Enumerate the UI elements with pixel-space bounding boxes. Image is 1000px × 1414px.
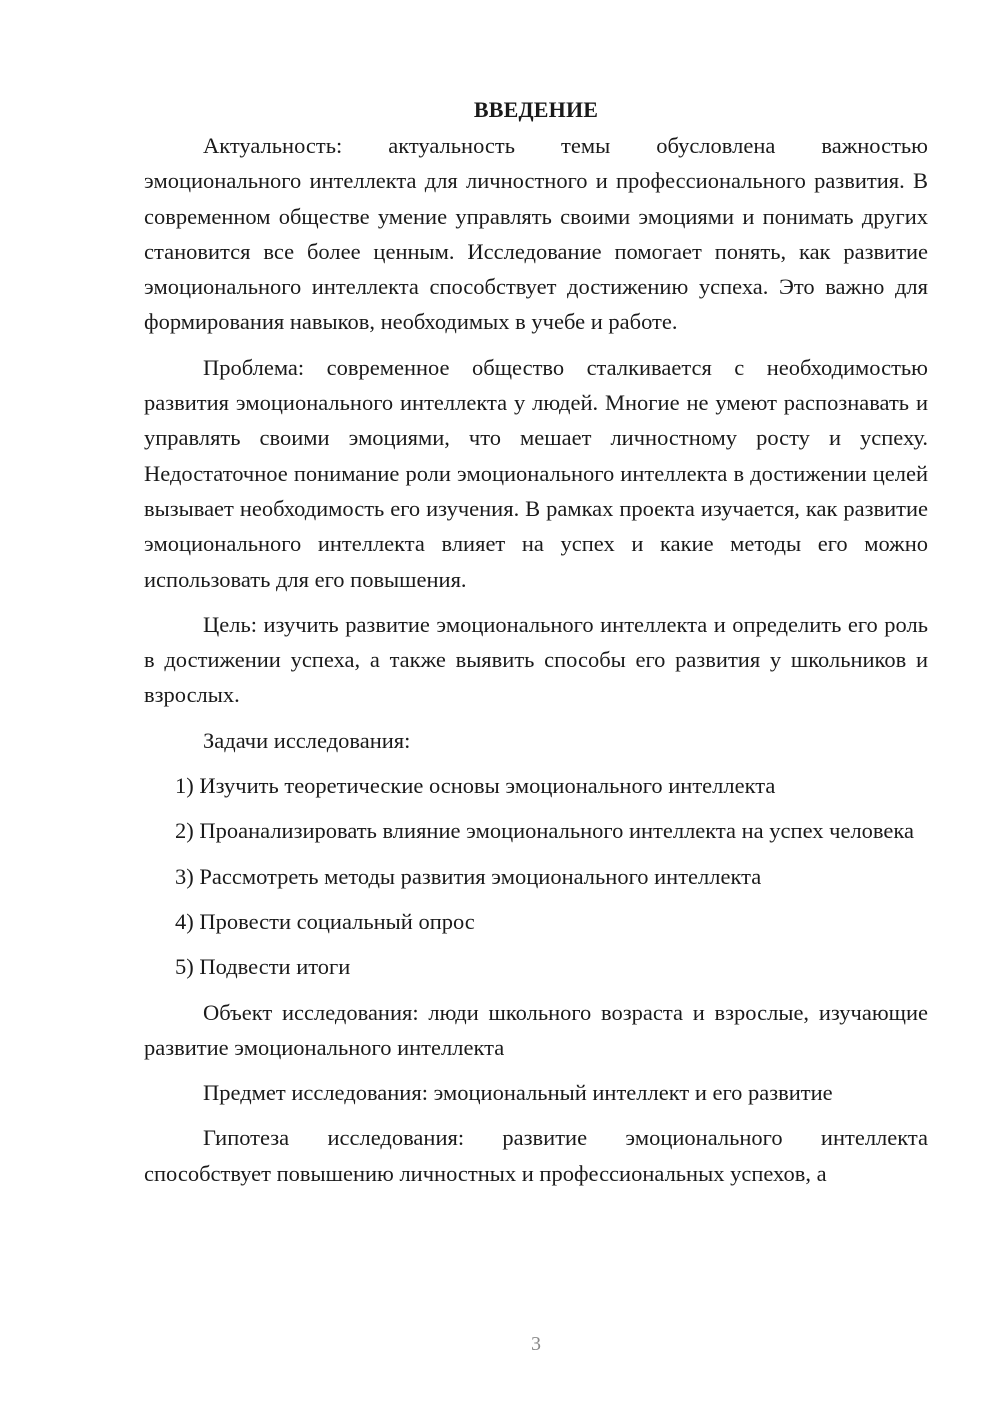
task-item-1: 1) Изучить теоретические основы эмоционального интеллекта xyxy=(175,773,776,799)
hypothesis-paragraph: Гипотеза исследования: развитие эмоционального интеллекта способствует повышению личностных и профессиональных успехов, а xyxy=(144,1125,928,1186)
section-heading: ВВЕДЕНИЕ xyxy=(473,97,599,122)
relevance-paragraph: Актуальность: актуальность темы обусловлена важностью эмоционального интеллекта для личностного и профессионального развития. В современном обществе умение управлять своими эмоциями и понимать других становится все более ценным. Исследование помогает понять, как развитие эмоционального интеллекта способствует достижению успеха. Это важно для формирования навыков, необходимых в учебе и работе. xyxy=(144,133,928,335)
task-item-4: 4) Провести социальный опрос xyxy=(175,908,475,934)
problem-paragraph: Проблема: современное общество сталкивается с необходимостью развития эмоционального интеллекта у людей. Многие не умеют распознавать и управлять своими эмоциями, что мешает личностному росту и успеху. Недостаточное понимание роли эмоционального интеллекта в достижении целей вызывает необходимость его изучения. В рамках проекта изучается, как развитие эмоционального интеллекта влияет на успех и какие методы его можно использовать для его повышения. xyxy=(144,354,928,592)
tasks-title: Задачи исследования: xyxy=(203,727,411,753)
task-item-3: 3) Рассмотреть методы развития эмоционального интеллекта xyxy=(175,863,762,889)
task-item-2: 2) Проанализировать влияние эмоционального интеллекта на успех человека xyxy=(175,818,914,844)
page-number: 3 xyxy=(531,1333,541,1355)
object-paragraph: Объект исследования: люди школьного возраста и взрослые, изучающие развитие эмоционального интеллекта xyxy=(144,999,928,1060)
subject-paragraph: Предмет исследования: эмоциональный интеллект и его развитие xyxy=(203,1080,833,1106)
goal-paragraph: Цель: изучить развитие эмоционального интеллекта и определить его роль в достижении успеха, а также выявить способы его развития у школьников и взрослых. xyxy=(144,611,928,708)
page-body xyxy=(144,92,928,1191)
task-item-5: 5) Подвести итоги xyxy=(175,954,351,980)
